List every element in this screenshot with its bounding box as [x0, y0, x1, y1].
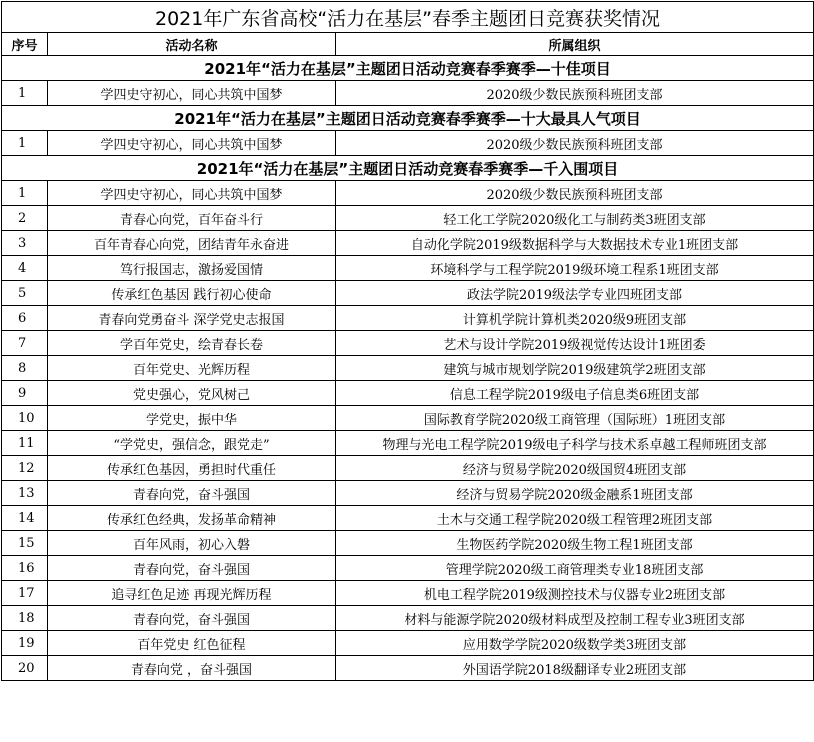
row-number: 20	[2, 656, 48, 681]
table-row	[2, 206, 814, 231]
row-number: 5	[2, 281, 48, 306]
table-row	[2, 606, 814, 631]
organization-name: 经济与贸易学院2020级国贸4班团支部	[336, 456, 814, 481]
table-row	[2, 556, 814, 581]
table-row	[2, 356, 814, 381]
awards-table	[1, 1, 814, 681]
activity-name: 百年青春心向党，团结青年永奋进	[48, 231, 336, 256]
header-row	[2, 33, 814, 56]
row-number: 13	[2, 481, 48, 506]
activity-name: 学党史，振中华	[48, 406, 336, 431]
section-row	[2, 56, 814, 81]
table-row	[2, 131, 814, 156]
awards-table-body	[2, 2, 814, 681]
organization-name: 生物医药学院2020级生物工程1班团支部	[336, 531, 814, 556]
row-number: 17	[2, 581, 48, 606]
section-title: 2021年“活力在基层”主题团日活动竞赛春季赛季—十佳项目	[2, 56, 814, 81]
page-title: 2021年广东省高校“活力在基层”春季主题团日竞赛获奖情况	[2, 2, 814, 33]
row-number: 8	[2, 356, 48, 381]
table-row	[2, 631, 814, 656]
organization-name: 轻工化工学院2020级化工与制药类3班团支部	[336, 206, 814, 231]
organization-name: 环境科学与工程学院2019级环境工程系1班团支部	[336, 256, 814, 281]
table-row	[2, 581, 814, 606]
organization-name: 物理与光电工程学院2019级电子科学与技术系卓越工程师班团支部	[336, 431, 814, 456]
table-row	[2, 456, 814, 481]
row-number: 18	[2, 606, 48, 631]
row-number: 1	[2, 81, 48, 106]
activity-name: 百年党史 红色征程	[48, 631, 336, 656]
table-row	[2, 331, 814, 356]
row-number: 12	[2, 456, 48, 481]
row-number: 9	[2, 381, 48, 406]
title-row	[2, 2, 814, 33]
activity-name: 青春向党勇奋斗 深学党史志报国	[48, 306, 336, 331]
activity-name: 传承红色经典，发扬革命精神	[48, 506, 336, 531]
table-row	[2, 81, 814, 106]
organization-name: 外国语学院2018级翻译专业2班团支部	[336, 656, 814, 681]
row-number: 11	[2, 431, 48, 456]
row-number: 1	[2, 181, 48, 206]
activity-name: 笃行报国志，激扬爱国情	[48, 256, 336, 281]
row-number: 4	[2, 256, 48, 281]
activity-name: 学四史守初心，同心共筑中国梦	[48, 81, 336, 106]
organization-name: 机电工程学院2019级测控技术与仪器专业2班团支部	[336, 581, 814, 606]
table-row	[2, 306, 814, 331]
row-number: 7	[2, 331, 48, 356]
section-title: 2021年“活力在基层”主题团日活动竞赛春季赛季—千入围项目	[2, 156, 814, 181]
organization-name: 应用数学学院2020级数学类3班团支部	[336, 631, 814, 656]
row-number: 19	[2, 631, 48, 656]
table-row	[2, 231, 814, 256]
organization-name: 政法学院2019级法学专业四班团支部	[336, 281, 814, 306]
header-org: 所属组织	[336, 33, 814, 56]
table-row	[2, 506, 814, 531]
organization-name: 材料与能源学院2020级材料成型及控制工程专业3班团支部	[336, 606, 814, 631]
section-row	[2, 106, 814, 131]
table-row	[2, 406, 814, 431]
organization-name: 土木与交通工程学院2020级工程管理2班团支部	[336, 506, 814, 531]
organization-name: 2020级少数民族预科班团支部	[336, 181, 814, 206]
table-row	[2, 381, 814, 406]
table-row	[2, 656, 814, 681]
activity-name: 传承红色基因 践行初心使命	[48, 281, 336, 306]
row-number: 10	[2, 406, 48, 431]
organization-name: 2020级少数民族预科班团支部	[336, 131, 814, 156]
section-row	[2, 156, 814, 181]
activity-name: 党史强心，党风树己	[48, 381, 336, 406]
organization-name: 艺术与设计学院2019级视觉传达设计1班团委	[336, 331, 814, 356]
table-row	[2, 481, 814, 506]
activity-name: 学四史守初心，同心共筑中国梦	[48, 181, 336, 206]
organization-name: 自动化学院2019级数据科学与大数据技术专业1班团支部	[336, 231, 814, 256]
row-number: 2	[2, 206, 48, 231]
organization-name: 信息工程学院2019级电子信息类6班团支部	[336, 381, 814, 406]
activity-name: 青春向党，奋斗强国	[48, 556, 336, 581]
header-no: 序号	[2, 33, 48, 56]
table-row	[2, 281, 814, 306]
section-title: 2021年“活力在基层”主题团日活动竞赛春季赛季—十大最具人气项目	[2, 106, 814, 131]
activity-name: 青春向党 ，奋斗强国	[48, 656, 336, 681]
table-row	[2, 531, 814, 556]
header-activity: 活动名称	[48, 33, 336, 56]
activity-name: 传承红色基因，勇担时代重任	[48, 456, 336, 481]
row-number: 15	[2, 531, 48, 556]
table-row	[2, 431, 814, 456]
organization-name: 国际教育学院2020级工商管理（国际班）1班团支部	[336, 406, 814, 431]
activity-name: 追寻红色足迹 再现光辉历程	[48, 581, 336, 606]
activity-name: 青春向党，奋斗强国	[48, 606, 336, 631]
organization-name: 计算机学院计算机类2020级9班团支部	[336, 306, 814, 331]
row-number: 3	[2, 231, 48, 256]
activity-name: 学四史守初心，同心共筑中国梦	[48, 131, 336, 156]
row-number: 16	[2, 556, 48, 581]
activity-name: “学党史，强信念，跟党走”	[48, 431, 336, 456]
activity-name: 百年党史、光辉历程	[48, 356, 336, 381]
table-row	[2, 181, 814, 206]
activity-name: 百年风雨，初心入磐	[48, 531, 336, 556]
organization-name: 建筑与城市规划学院2019级建筑学2班团支部	[336, 356, 814, 381]
row-number: 1	[2, 131, 48, 156]
activity-name: 学百年党史，绘青春长卷	[48, 331, 336, 356]
activity-name: 青春向党，奋斗强国	[48, 481, 336, 506]
activity-name: 青春心向党，百年奋斗行	[48, 206, 336, 231]
organization-name: 管理学院2020级工商管理类专业18班团支部	[336, 556, 814, 581]
organization-name: 2020级少数民族预科班团支部	[336, 81, 814, 106]
table-row	[2, 256, 814, 281]
organization-name: 经济与贸易学院2020级金融系1班团支部	[336, 481, 814, 506]
row-number: 14	[2, 506, 48, 531]
row-number: 6	[2, 306, 48, 331]
